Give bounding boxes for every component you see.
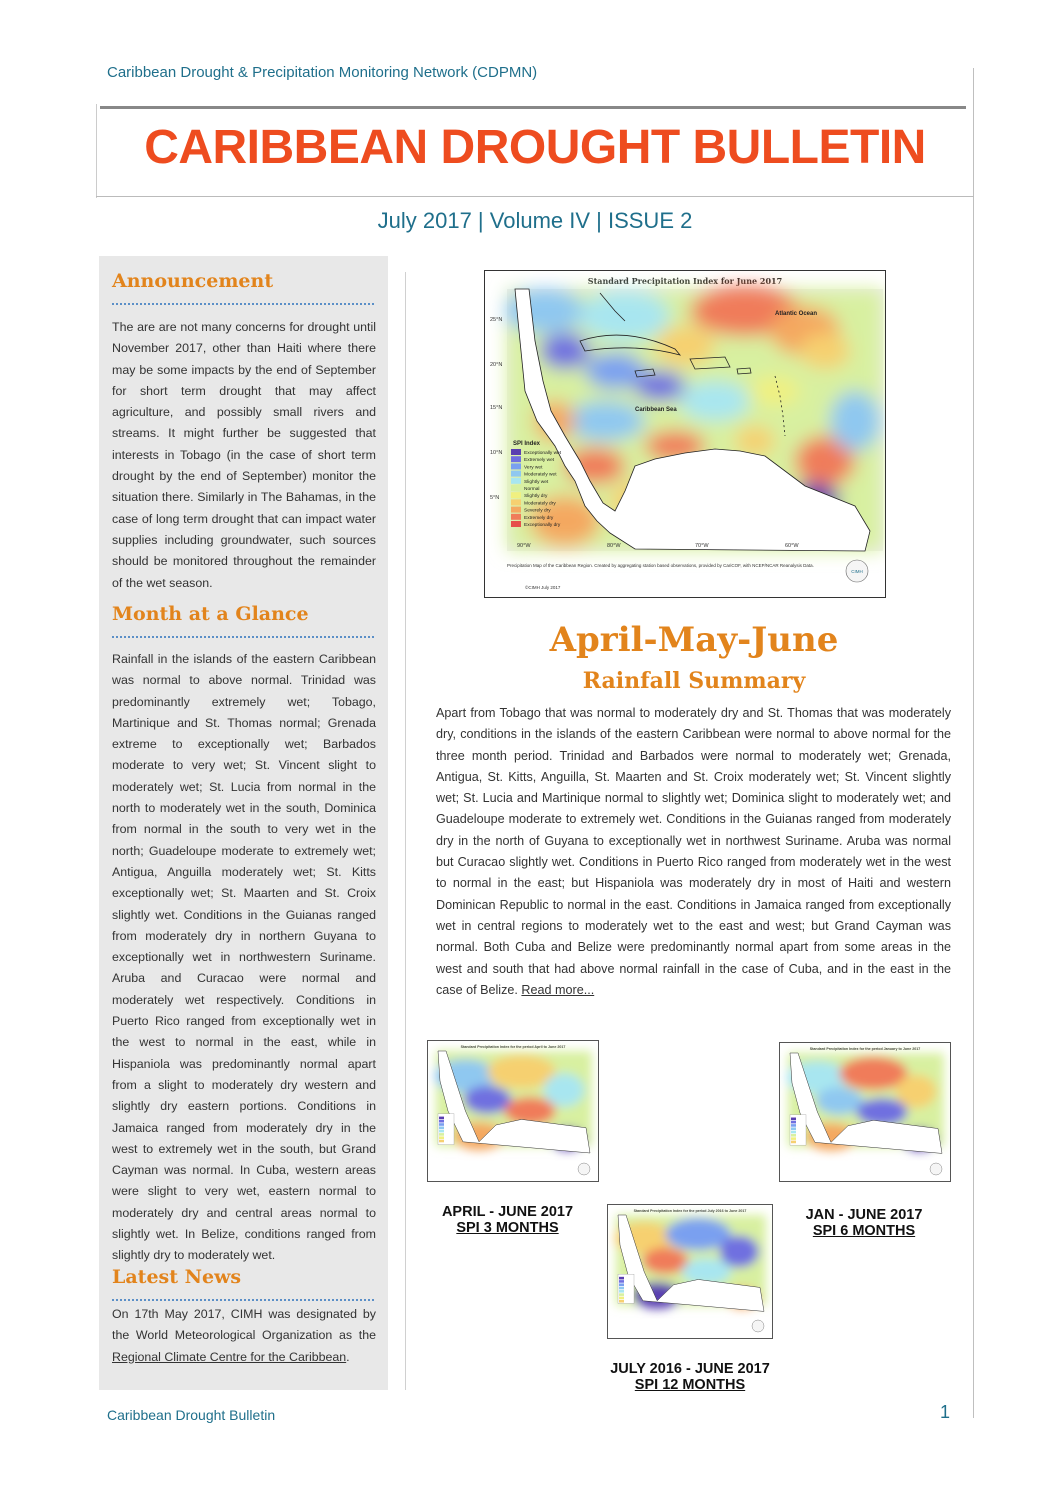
summary-heading: April-May-June [549, 620, 839, 660]
thumb-logo-icon [578, 1163, 590, 1175]
announcement-heading: Announcement [112, 270, 274, 292]
glance-divider [112, 636, 374, 638]
summary-text [436, 703, 951, 1001]
caption-spi6-window [783, 1223, 945, 1239]
lat-label-25: 25°N [490, 317, 503, 323]
caption-spi6 [783, 1207, 945, 1239]
legend-label: Very wet [524, 465, 543, 471]
lon-label-90: 90°W [517, 543, 531, 549]
thumb-logo-icon [930, 1163, 942, 1175]
thumb-map-spi6[interactable] [779, 1042, 951, 1182]
legend-swatch [511, 521, 521, 527]
legend-swatch [511, 507, 521, 513]
legend-label: Extremely wet [524, 458, 555, 464]
thumb-map-graphic [428, 1041, 598, 1181]
network-name: Caribbean Drought & Precipitation Monitoring Network (CDPMN) [107, 64, 538, 81]
lat-label-20: 20°N [490, 362, 503, 368]
issue-line: July 2017 | Volume IV | ISSUE 2 [377, 208, 693, 233]
caption-spi3 [425, 1204, 590, 1236]
legend-label: Slightly dry [524, 494, 548, 500]
lat-label-10: 10°N [490, 450, 503, 456]
thumb-map-title: Standard Precipitation Index for the period July 2016 to June 2017 [633, 1209, 747, 1213]
news-body: On 17th May 2017, CIMH was designated by the World Meteorological Organization as the [112, 1307, 376, 1343]
legend-swatch [511, 485, 521, 491]
footer-title: Caribbean Drought Bulletin [107, 1407, 276, 1423]
header-left-rule [96, 104, 97, 198]
caption-spi12 [590, 1361, 790, 1393]
page-right-rule [973, 68, 974, 1418]
caption-spi3-period: APRIL - JUNE 2017 [441, 1204, 574, 1220]
legend-label: Extremely dry [524, 515, 554, 521]
title-rule [96, 196, 974, 197]
column-divider [405, 272, 406, 1390]
map-title: Standard Precipitation Index for June 2017 [587, 276, 783, 286]
caption-spi12-window-text: SPI 12 MONTHS [634, 1377, 746, 1393]
lon-label-60: 60°W [785, 543, 799, 549]
legend-label: Normal [524, 487, 540, 492]
legend-swatch [511, 492, 521, 498]
atlantic-label: Atlantic Ocean [775, 311, 818, 317]
lon-label-80: 80°W [607, 543, 621, 549]
legend-swatch [511, 449, 521, 455]
news-text [112, 1304, 376, 1368]
caption-spi12-window [590, 1377, 790, 1393]
caption-spi12-period: JULY 2016 - JUNE 2017 [610, 1361, 770, 1377]
header-top-rule [100, 106, 966, 109]
legend-swatch [511, 514, 521, 520]
page-number: 1 [940, 1402, 951, 1422]
legend-label: Exceptionally dry [524, 523, 561, 528]
read-more-link[interactable]: Read more... [521, 982, 595, 997]
thumb-map-title: Standard Precipitation Index for the period January to June 2017 [809, 1047, 921, 1051]
lat-label-15: 15°N [490, 405, 503, 411]
legend-swatch [511, 463, 521, 469]
legend-swatch [511, 471, 521, 477]
thumb-map-title: Standard Precipitation Index for the period April to June 2017 [460, 1045, 566, 1049]
thumb-map-spi3[interactable] [427, 1040, 599, 1182]
caption-spi6-window-text: SPI 6 MONTHS [812, 1223, 916, 1239]
lat-labels [490, 317, 502, 501]
legend-label: Exceptionally wet [524, 451, 562, 456]
announcement-divider [112, 303, 374, 305]
summary-subheading: Rainfall Summary [582, 668, 806, 694]
legend-label: Moderately dry [524, 501, 556, 507]
thumb-map-graphic [608, 1205, 772, 1338]
legend-swatch [511, 499, 521, 505]
map-copyright: ©CIMH July 2017 [525, 585, 561, 590]
sidebar [99, 256, 388, 1390]
thumb-map-graphic [780, 1043, 950, 1181]
glance-text: Rainfall in the islands of the eastern Caribbean was normal to above normal. Trinidad was predominantly extremely wet; Tobago, Martinique and St. Thomas normal; Grenada extreme to exceptionally wet; Barbados moderate to very wet; St. Vincent slight to moderately wet; St. Lucia from normal in the north to moderately wet in the south, Dominica from normal in the south to very wet in the north; Guadeloupe moderate to extremely wet; Antigua, Anguilla moderately wet; St. Kitts exceptionally wet; St. Maarten and St. Croix slightly wet. Conditions in the Guianas ranged from moderately dry in northern Guyana to exceptionally wet in northwestern Suriname. Aruba and Curacao were normal and moderately wet respectively. Conditions in Puerto Rico ranged from exceptionally wet in the west to normal in the east, while in Hispaniola was predominantly normal apart from a slight to moderately dry western and slightly dry eastern portions. Conditions in Jamaica ranged from moderately dry in the west to extremely wet in the south, but Grand Cayman was normal. In Cuba, western areas were slight to very wet, eastern normal to moderately dry and central areas normal to slightly wet. In Belize, conditions ranged from slightly dry to moderately wet. [112, 652, 376, 1263]
legend-swatch [511, 478, 521, 484]
news-divider [112, 1299, 374, 1301]
announcement-text: The are are not many concerns for drought until November 2017, other than Haiti where there may be some impacts by the end of September for short term drought that may affect agriculture, and possibly small rivers and streams. It might further be suggested that interests in Tobago (in the case of short term drought by the end of September) monitor the situation there. Similarly in The Bahamas, in the case of long term drought that can impact water supplies including groundwater, such sources should be monitored throughout the remainder of the wet season. [112, 320, 376, 590]
caribbean-sea-label: Caribbean Sea [635, 407, 677, 413]
legend-label: Slightly wet [524, 479, 549, 485]
cimh-logo-text: CIMH [851, 569, 863, 574]
rcc-link[interactable]: Regional Climate Centre for the Caribbean [112, 1349, 347, 1364]
thumb-map-spi12[interactable] [607, 1204, 773, 1339]
lon-label-70: 70°W [695, 543, 709, 549]
legend-label: Moderately wet [524, 472, 557, 478]
map-credit-text: Precipitation Map of the Caribbean Region. Created by aggregating station based observations, provided by CariCOF, with NCEP/NCAR Reanalysis Data. [507, 563, 814, 568]
map-credit [507, 563, 814, 568]
caption-spi3-window [425, 1220, 590, 1236]
bulletin-title: CARIBBEAN DROUGHT BULLETIN [144, 121, 926, 174]
caption-spi3-window-text: SPI 3 MONTHS [456, 1220, 559, 1236]
legend-swatch [511, 456, 521, 462]
spi-map-graphic [485, 271, 885, 597]
legend-title: SPI Index [513, 441, 541, 447]
thumb-logo-icon [752, 1320, 764, 1332]
spi-map-june [484, 270, 886, 598]
lat-label-5: 5°N [490, 495, 500, 501]
glance-heading: Month at a Glance [112, 603, 309, 625]
legend-label: Severely dry [524, 508, 551, 514]
news-end: . [346, 1349, 350, 1364]
summary-body: Apart from Tobago that was normal to moderately dry and St. Thomas that was moderately dry, conditions in the islands of the eastern Caribbean were normal to above normal for the three month period. Trinidad and Barbados were normal to moderately wet; Grenada, Antigua, St. Kitts, Anguilla, St. Maarten and St. Croix moderately wet; St. Vincent slightly wet; St. Lucia and Martinique normal to slightly wet; Dominica slight to moderately wet; and Guadeloupe moderate to extremely wet. Conditions in the Guianas ranged from moderately dry in the north of Guyana to exceptionally wet in northwest Suriname. Aruba was normal but Curacao slightly wet. Conditions in Puerto Rico ranged from moderately wet in the west to normal in the east; but Hispaniola was moderately dry in most of Haiti and western Dominican Republic to normal in the east. Conditions in Jamaica ranged from exceptionally wet in central regions to moderately wet to the east and west; but Grand Cayman was normal. Both Cuba and Belize were predominantly normal apart from some areas in the west and south that had above normal rainfall in the case of Cuba, and in the east in the case of Belize. [436, 706, 951, 997]
caption-spi6-period: JAN - JUNE 2017 [805, 1207, 923, 1223]
news-heading: Latest News [112, 1266, 242, 1288]
